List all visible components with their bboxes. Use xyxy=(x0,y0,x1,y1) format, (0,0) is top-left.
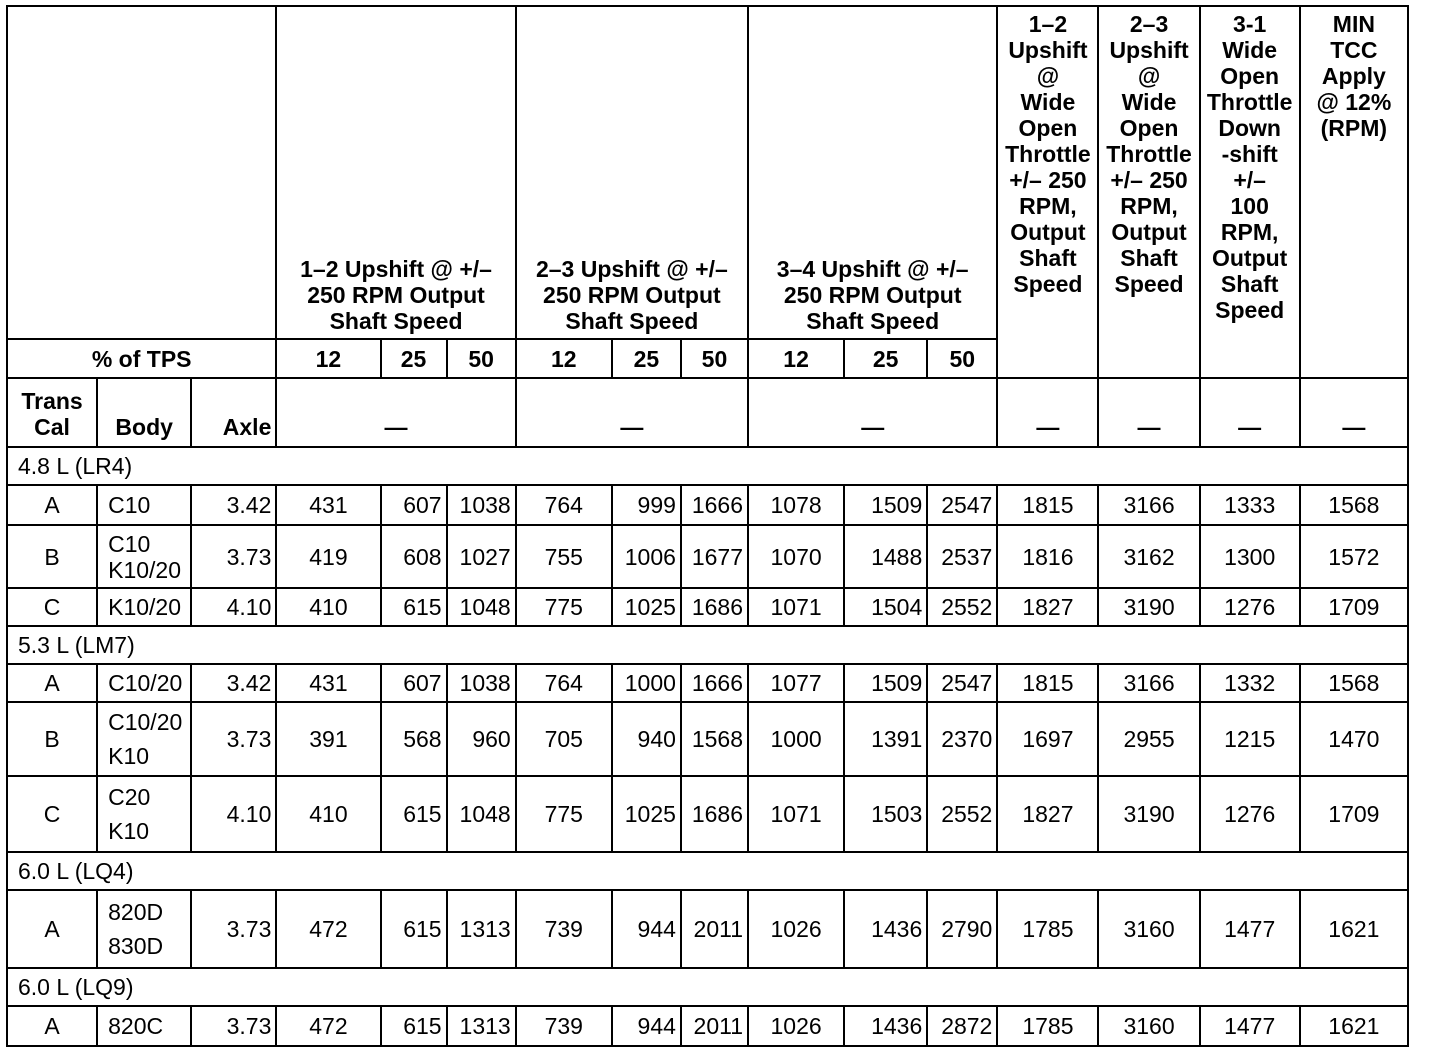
trans-cal-cell: B xyxy=(7,525,97,588)
value-cell: 1300 xyxy=(1200,525,1300,588)
header-wot-31: 3-1 Wide Open Throttle Down -shift +/– 100 RPM, Output Shaft Speed xyxy=(1200,6,1300,378)
axle-cell: 3.42 xyxy=(191,664,276,702)
value-cell: 3160 xyxy=(1098,890,1199,968)
header-wot-12: 1–2 Upshift @ Wide Open Throttle +/– 250 RPM, Output Shaft Speed xyxy=(997,6,1098,378)
header-row xyxy=(7,6,1408,339)
value-cell: 1000 xyxy=(748,702,844,776)
table-row xyxy=(7,776,1408,852)
body-cell xyxy=(97,776,191,852)
value-cell: 705 xyxy=(516,702,612,776)
table-row xyxy=(7,664,1408,702)
value-cell: 1785 xyxy=(997,890,1098,968)
table-row xyxy=(7,702,1408,776)
trans-cal-cell: B xyxy=(7,702,97,776)
value-cell: 1215 xyxy=(1200,702,1300,776)
trans-cal-cell: C xyxy=(7,776,97,852)
value-cell: 775 xyxy=(516,588,612,626)
trans-cal-cell: A xyxy=(7,664,97,702)
value-cell: 775 xyxy=(516,776,612,852)
engine-label: 6.0 L (LQ4) xyxy=(7,852,1408,890)
header-upshift-23: 2–3 Upshift @ +/– 250 RPM Output Shaft Speed xyxy=(516,6,748,339)
value-cell: 1333 xyxy=(1200,485,1300,525)
trans-cal-cell: A xyxy=(7,485,97,525)
value-cell: 615 xyxy=(381,588,447,626)
value-cell: 1276 xyxy=(1200,776,1300,852)
value-cell: 1436 xyxy=(844,1006,927,1046)
value-cell: 1568 xyxy=(1300,664,1408,702)
column-labels-row xyxy=(7,378,1408,447)
value-cell: 1572 xyxy=(1300,525,1408,588)
value-cell: 3162 xyxy=(1098,525,1199,588)
value-cell: 755 xyxy=(516,525,612,588)
value-cell: 1666 xyxy=(681,664,748,702)
value-cell: 1785 xyxy=(997,1006,1098,1046)
value-cell: 1568 xyxy=(1300,485,1408,525)
axle-cell: 3.73 xyxy=(191,525,276,588)
value-cell: 1815 xyxy=(997,664,1098,702)
value-cell: 1070 xyxy=(748,525,844,588)
engine-row xyxy=(7,968,1408,1006)
dash-cell: — xyxy=(516,378,748,447)
value-cell: 1509 xyxy=(844,664,927,702)
table-body xyxy=(7,447,1408,1046)
tps-value: 25 xyxy=(844,339,927,378)
value-cell: 1000 xyxy=(612,664,681,702)
table-row xyxy=(7,890,1408,968)
engine-label: 5.3 L (LM7) xyxy=(7,626,1408,664)
table-row xyxy=(7,485,1408,525)
tps-value: 50 xyxy=(447,339,516,378)
value-cell: 568 xyxy=(381,702,447,776)
tps-label: % of TPS xyxy=(7,339,276,378)
value-cell: 472 xyxy=(276,890,380,968)
value-cell: 1686 xyxy=(681,588,748,626)
value-cell: 419 xyxy=(276,525,380,588)
value-cell: 1686 xyxy=(681,776,748,852)
value-cell: 1071 xyxy=(748,588,844,626)
dash-cell: — xyxy=(1098,378,1199,447)
value-cell: 1077 xyxy=(748,664,844,702)
value-cell: 1276 xyxy=(1200,588,1300,626)
value-cell: 3160 xyxy=(1098,1006,1199,1046)
value-cell: 1815 xyxy=(997,485,1098,525)
value-cell: 3166 xyxy=(1098,664,1199,702)
value-cell: 1477 xyxy=(1200,890,1300,968)
header-upshift-12: 1–2 Upshift @ +/– 250 RPM Output Shaft Speed xyxy=(276,6,515,339)
value-cell: 960 xyxy=(447,702,516,776)
tps-value: 12 xyxy=(748,339,844,378)
value-cell: 615 xyxy=(381,890,447,968)
value-cell: 2547 xyxy=(927,664,997,702)
dash-cell: — xyxy=(748,378,997,447)
trans-cal-cell: A xyxy=(7,1006,97,1046)
value-cell: 1313 xyxy=(447,890,516,968)
axle-cell: 3.73 xyxy=(191,1006,276,1046)
engine-label: 4.8 L (LR4) xyxy=(7,447,1408,485)
value-cell: 944 xyxy=(612,1006,681,1046)
value-cell: 1677 xyxy=(681,525,748,588)
axle-cell: 4.10 xyxy=(191,588,276,626)
value-cell: 1509 xyxy=(844,485,927,525)
value-cell: 2955 xyxy=(1098,702,1199,776)
body-cell xyxy=(97,485,191,525)
value-cell: 999 xyxy=(612,485,681,525)
table-row xyxy=(7,525,1408,588)
body-cell xyxy=(97,890,191,968)
body-cell xyxy=(97,525,191,588)
value-cell: 1504 xyxy=(844,588,927,626)
value-cell: 2552 xyxy=(927,776,997,852)
value-cell: 1488 xyxy=(844,525,927,588)
value-cell: 607 xyxy=(381,485,447,525)
value-cell: 410 xyxy=(276,776,380,852)
value-cell: 3190 xyxy=(1098,776,1199,852)
value-cell: 1048 xyxy=(447,588,516,626)
trans-cal-cell: A xyxy=(7,890,97,968)
value-cell: 940 xyxy=(612,702,681,776)
engine-row xyxy=(7,852,1408,890)
engine-row xyxy=(7,447,1408,485)
value-cell: 739 xyxy=(516,1006,612,1046)
body-cell xyxy=(97,1006,191,1046)
body-text: C10/20 xyxy=(108,670,183,696)
value-cell: 1621 xyxy=(1300,1006,1408,1046)
value-cell: 1038 xyxy=(447,664,516,702)
value-cell: 607 xyxy=(381,664,447,702)
value-cell: 1470 xyxy=(1300,702,1408,776)
axle-cell: 3.73 xyxy=(191,702,276,776)
body-text: K10/20 xyxy=(108,594,182,620)
value-cell: 1621 xyxy=(1300,890,1408,968)
tps-value: 50 xyxy=(681,339,748,378)
value-cell: 608 xyxy=(381,525,447,588)
value-cell: 2370 xyxy=(927,702,997,776)
body-text: 820D 830D xyxy=(108,899,164,959)
tps-value: 25 xyxy=(612,339,681,378)
body-cell xyxy=(97,702,191,776)
tps-value: 12 xyxy=(276,339,380,378)
dash-cell: — xyxy=(997,378,1098,447)
value-cell: 431 xyxy=(276,664,380,702)
value-cell: 1568 xyxy=(681,702,748,776)
value-cell: 2537 xyxy=(927,525,997,588)
value-cell: 2011 xyxy=(681,1006,748,1046)
value-cell: 615 xyxy=(381,776,447,852)
value-cell: 1006 xyxy=(612,525,681,588)
value-cell: 764 xyxy=(516,664,612,702)
header-min-tcc: MIN TCC Apply @ 12% (RPM) xyxy=(1300,6,1408,378)
body-text: 820C xyxy=(108,1013,164,1039)
body-text: C20 K10 xyxy=(108,784,151,844)
table-row xyxy=(7,588,1408,626)
value-cell: 1078 xyxy=(748,485,844,525)
dash-cell: — xyxy=(276,378,515,447)
value-cell: 1048 xyxy=(447,776,516,852)
tps-value: 25 xyxy=(381,339,447,378)
value-cell: 1391 xyxy=(844,702,927,776)
value-cell: 739 xyxy=(516,890,612,968)
value-cell: 1332 xyxy=(1200,664,1300,702)
body-text: C10 xyxy=(108,492,151,518)
value-cell: 472 xyxy=(276,1006,380,1046)
table-row xyxy=(7,1006,1408,1046)
value-cell: 1666 xyxy=(681,485,748,525)
value-cell: 1071 xyxy=(748,776,844,852)
trans-cal-cell: C xyxy=(7,588,97,626)
body-text: C10 K10/20 xyxy=(108,530,182,583)
axle-cell: 3.42 xyxy=(191,485,276,525)
dash-cell: — xyxy=(1200,378,1300,447)
tps-value: 50 xyxy=(927,339,997,378)
value-cell: 1827 xyxy=(997,588,1098,626)
tps-value: 12 xyxy=(516,339,612,378)
value-cell: 1026 xyxy=(748,1006,844,1046)
value-cell: 2547 xyxy=(927,485,997,525)
dash-cell: — xyxy=(1300,378,1408,447)
value-cell: 2552 xyxy=(927,588,997,626)
value-cell: 3166 xyxy=(1098,485,1199,525)
value-cell: 1027 xyxy=(447,525,516,588)
engine-row xyxy=(7,626,1408,664)
value-cell: 410 xyxy=(276,588,380,626)
value-cell: 1025 xyxy=(612,776,681,852)
value-cell: 2872 xyxy=(927,1006,997,1046)
value-cell: 1026 xyxy=(748,890,844,968)
value-cell: 1477 xyxy=(1200,1006,1300,1046)
value-cell: 944 xyxy=(612,890,681,968)
shift-speed-table xyxy=(6,5,1409,1047)
body-cell xyxy=(97,664,191,702)
value-cell: 1827 xyxy=(997,776,1098,852)
header-blank-cell xyxy=(7,6,276,339)
value-cell: 1709 xyxy=(1300,776,1408,852)
body-text: C10/20 K10 xyxy=(108,709,183,769)
header-wot-23: 2–3 Upshift @ Wide Open Throttle +/– 250 RPM, Output Shaft Speed xyxy=(1098,6,1199,378)
value-cell: 1313 xyxy=(447,1006,516,1046)
value-cell: 1816 xyxy=(997,525,1098,588)
value-cell: 3190 xyxy=(1098,588,1199,626)
value-cell: 1709 xyxy=(1300,588,1408,626)
value-cell: 764 xyxy=(516,485,612,525)
value-cell: 1503 xyxy=(844,776,927,852)
value-cell: 2790 xyxy=(927,890,997,968)
value-cell: 1025 xyxy=(612,588,681,626)
trans-cal-header: Trans Cal xyxy=(7,378,97,447)
axle-header: Axle xyxy=(191,378,276,447)
value-cell: 1038 xyxy=(447,485,516,525)
axle-cell: 4.10 xyxy=(191,776,276,852)
body-cell xyxy=(97,588,191,626)
header-upshift-34: 3–4 Upshift @ +/– 250 RPM Output Shaft Speed xyxy=(748,6,997,339)
value-cell: 2011 xyxy=(681,890,748,968)
axle-cell: 3.73 xyxy=(191,890,276,968)
value-cell: 1436 xyxy=(844,890,927,968)
value-cell: 431 xyxy=(276,485,380,525)
value-cell: 1697 xyxy=(997,702,1098,776)
value-cell: 391 xyxy=(276,702,380,776)
value-cell: 615 xyxy=(381,1006,447,1046)
engine-label: 6.0 L (LQ9) xyxy=(7,968,1408,1006)
body-header: Body xyxy=(97,378,191,447)
